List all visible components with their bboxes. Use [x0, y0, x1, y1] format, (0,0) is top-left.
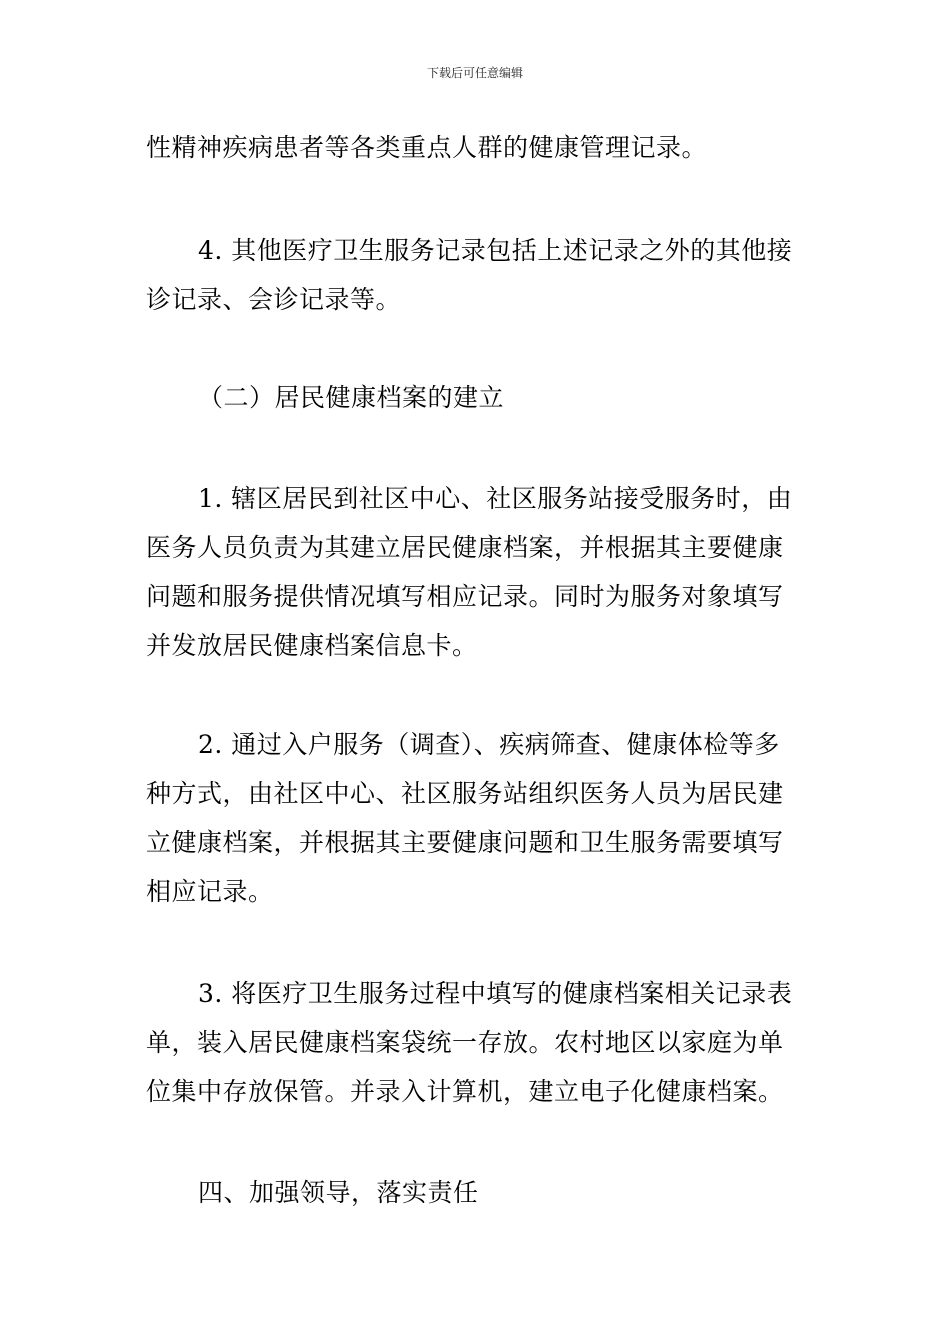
- text-line: 医务人员负责为其建立居民健康档案，并根据其主要健康: [146, 533, 784, 562]
- text-line: 立健康档案，并根据其主要健康问题和卫生服务需要填写: [146, 828, 784, 857]
- text-line: 种方式，由社区中心、社区服务站组织医务人员为居民建: [146, 779, 784, 808]
- text-line: 4. 其他医疗卫生服务记录包括上述记录之外的其他接: [198, 236, 793, 265]
- section-heading-4: [146, 1168, 808, 1217]
- text-line: 问题和服务提供情况填写相应记录。同时为服务对象填写: [146, 582, 784, 611]
- paragraph-item-4: [146, 226, 808, 324]
- text-line: 性精神疾病患者等各类重点人群的健康管理记录。: [146, 133, 708, 162]
- text-line: 并发放居民健康档案信息卡。: [146, 631, 478, 660]
- text-line: 2. 通过入户服务（调查）、疾病筛查、健康体检等多: [198, 730, 780, 759]
- text-line: 位集中存放保管。并录入计算机，建立电子化健康档案。: [146, 1077, 784, 1106]
- text-line: 单，装入居民健康档案袋统一存放。农村地区以家庭为单: [146, 1028, 784, 1057]
- text-line: 相应记录。: [146, 877, 274, 906]
- text-line: （二）居民健康档案的建立: [198, 383, 505, 412]
- text-line: 3. 将医疗卫生服务过程中填写的健康档案相关记录表: [198, 979, 793, 1008]
- page-header: 下载后可任意编辑: [426, 66, 523, 80]
- paragraph-item-1: [146, 474, 808, 670]
- text-line: 1. 辖区居民到社区中心、社区服务站接受服务时，由: [198, 484, 793, 513]
- text-line: 诊记录、会诊记录等。: [146, 285, 402, 314]
- paragraph-item-2: [146, 720, 808, 916]
- section-heading-2: [146, 373, 808, 422]
- paragraph-item-3: [146, 969, 808, 1116]
- text-line: 四、加强领导，落实责任: [198, 1178, 479, 1207]
- paragraph-continuation: [146, 123, 808, 172]
